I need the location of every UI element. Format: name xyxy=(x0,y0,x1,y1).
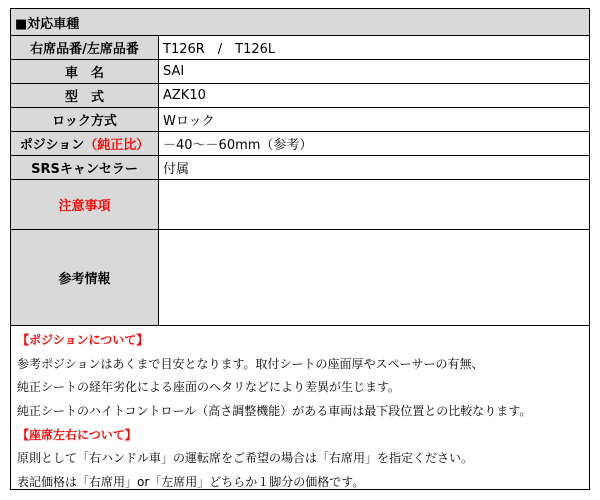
spec-label: SRSキャンセラー xyxy=(11,156,159,179)
spec-row-car-name xyxy=(11,60,589,84)
spec-label: ロック方式 xyxy=(11,108,159,131)
spec-value: AZK10 xyxy=(163,88,206,103)
spec-label-text: ポジション xyxy=(19,138,85,153)
spec-value xyxy=(159,230,589,325)
spec-label: 右席品番/左席品番 xyxy=(11,36,159,59)
spec-value: SAI xyxy=(163,64,185,79)
section-title: ■対応車種 xyxy=(11,9,589,36)
spec-row-position xyxy=(11,132,589,156)
spec-value: Wロック xyxy=(163,114,215,129)
spec-row-model-code xyxy=(11,84,589,108)
notes-line: 参考ポジションはあくまで目安となります。取付シートの座面厚やスペーサーの有無、 xyxy=(17,356,484,371)
spec-value xyxy=(159,180,589,229)
spec-label: 注意事項 xyxy=(11,180,159,229)
spec-row-reference xyxy=(11,230,589,326)
notes-line: 純正シートのハイトコントロール（高さ調整機能）がある車両は最下段位置との比較なります。 xyxy=(17,404,532,419)
spec-value: T126R / T126L xyxy=(163,42,276,57)
spec-label: 型 式 xyxy=(11,84,159,107)
notes-line: 表記価格は「右席用」or「左席用」どちらか１脚分の価格です。 xyxy=(17,475,365,490)
notes-heading: 【座席左右について】 xyxy=(17,427,137,442)
spec-value: 付属 xyxy=(163,162,190,177)
spec-row-part-number xyxy=(11,36,589,60)
notes-line: 純正シートの経年劣化による座面のヘタリなどにより差異が生じます。 xyxy=(17,380,401,395)
spec-label: 車 名 xyxy=(11,60,159,83)
notes-section xyxy=(11,326,589,495)
notes-line: 原則として「右ハンドル車」の運転席をご希望の場合は「右席用」を指定ください。 xyxy=(17,451,474,466)
spec-label: 参考情報 xyxy=(11,230,159,325)
spec-label-paren: （純正比） xyxy=(84,138,150,153)
notes-heading: 【ポジションについて】 xyxy=(17,333,149,347)
spec-label xyxy=(11,132,159,155)
spec-value: －40～－60mm（参考） xyxy=(163,138,313,153)
spec-row-lock-type xyxy=(11,108,589,132)
spec-sheet xyxy=(10,8,590,490)
spec-row-notes xyxy=(11,180,589,230)
spec-row-srs-canceller xyxy=(11,156,589,180)
